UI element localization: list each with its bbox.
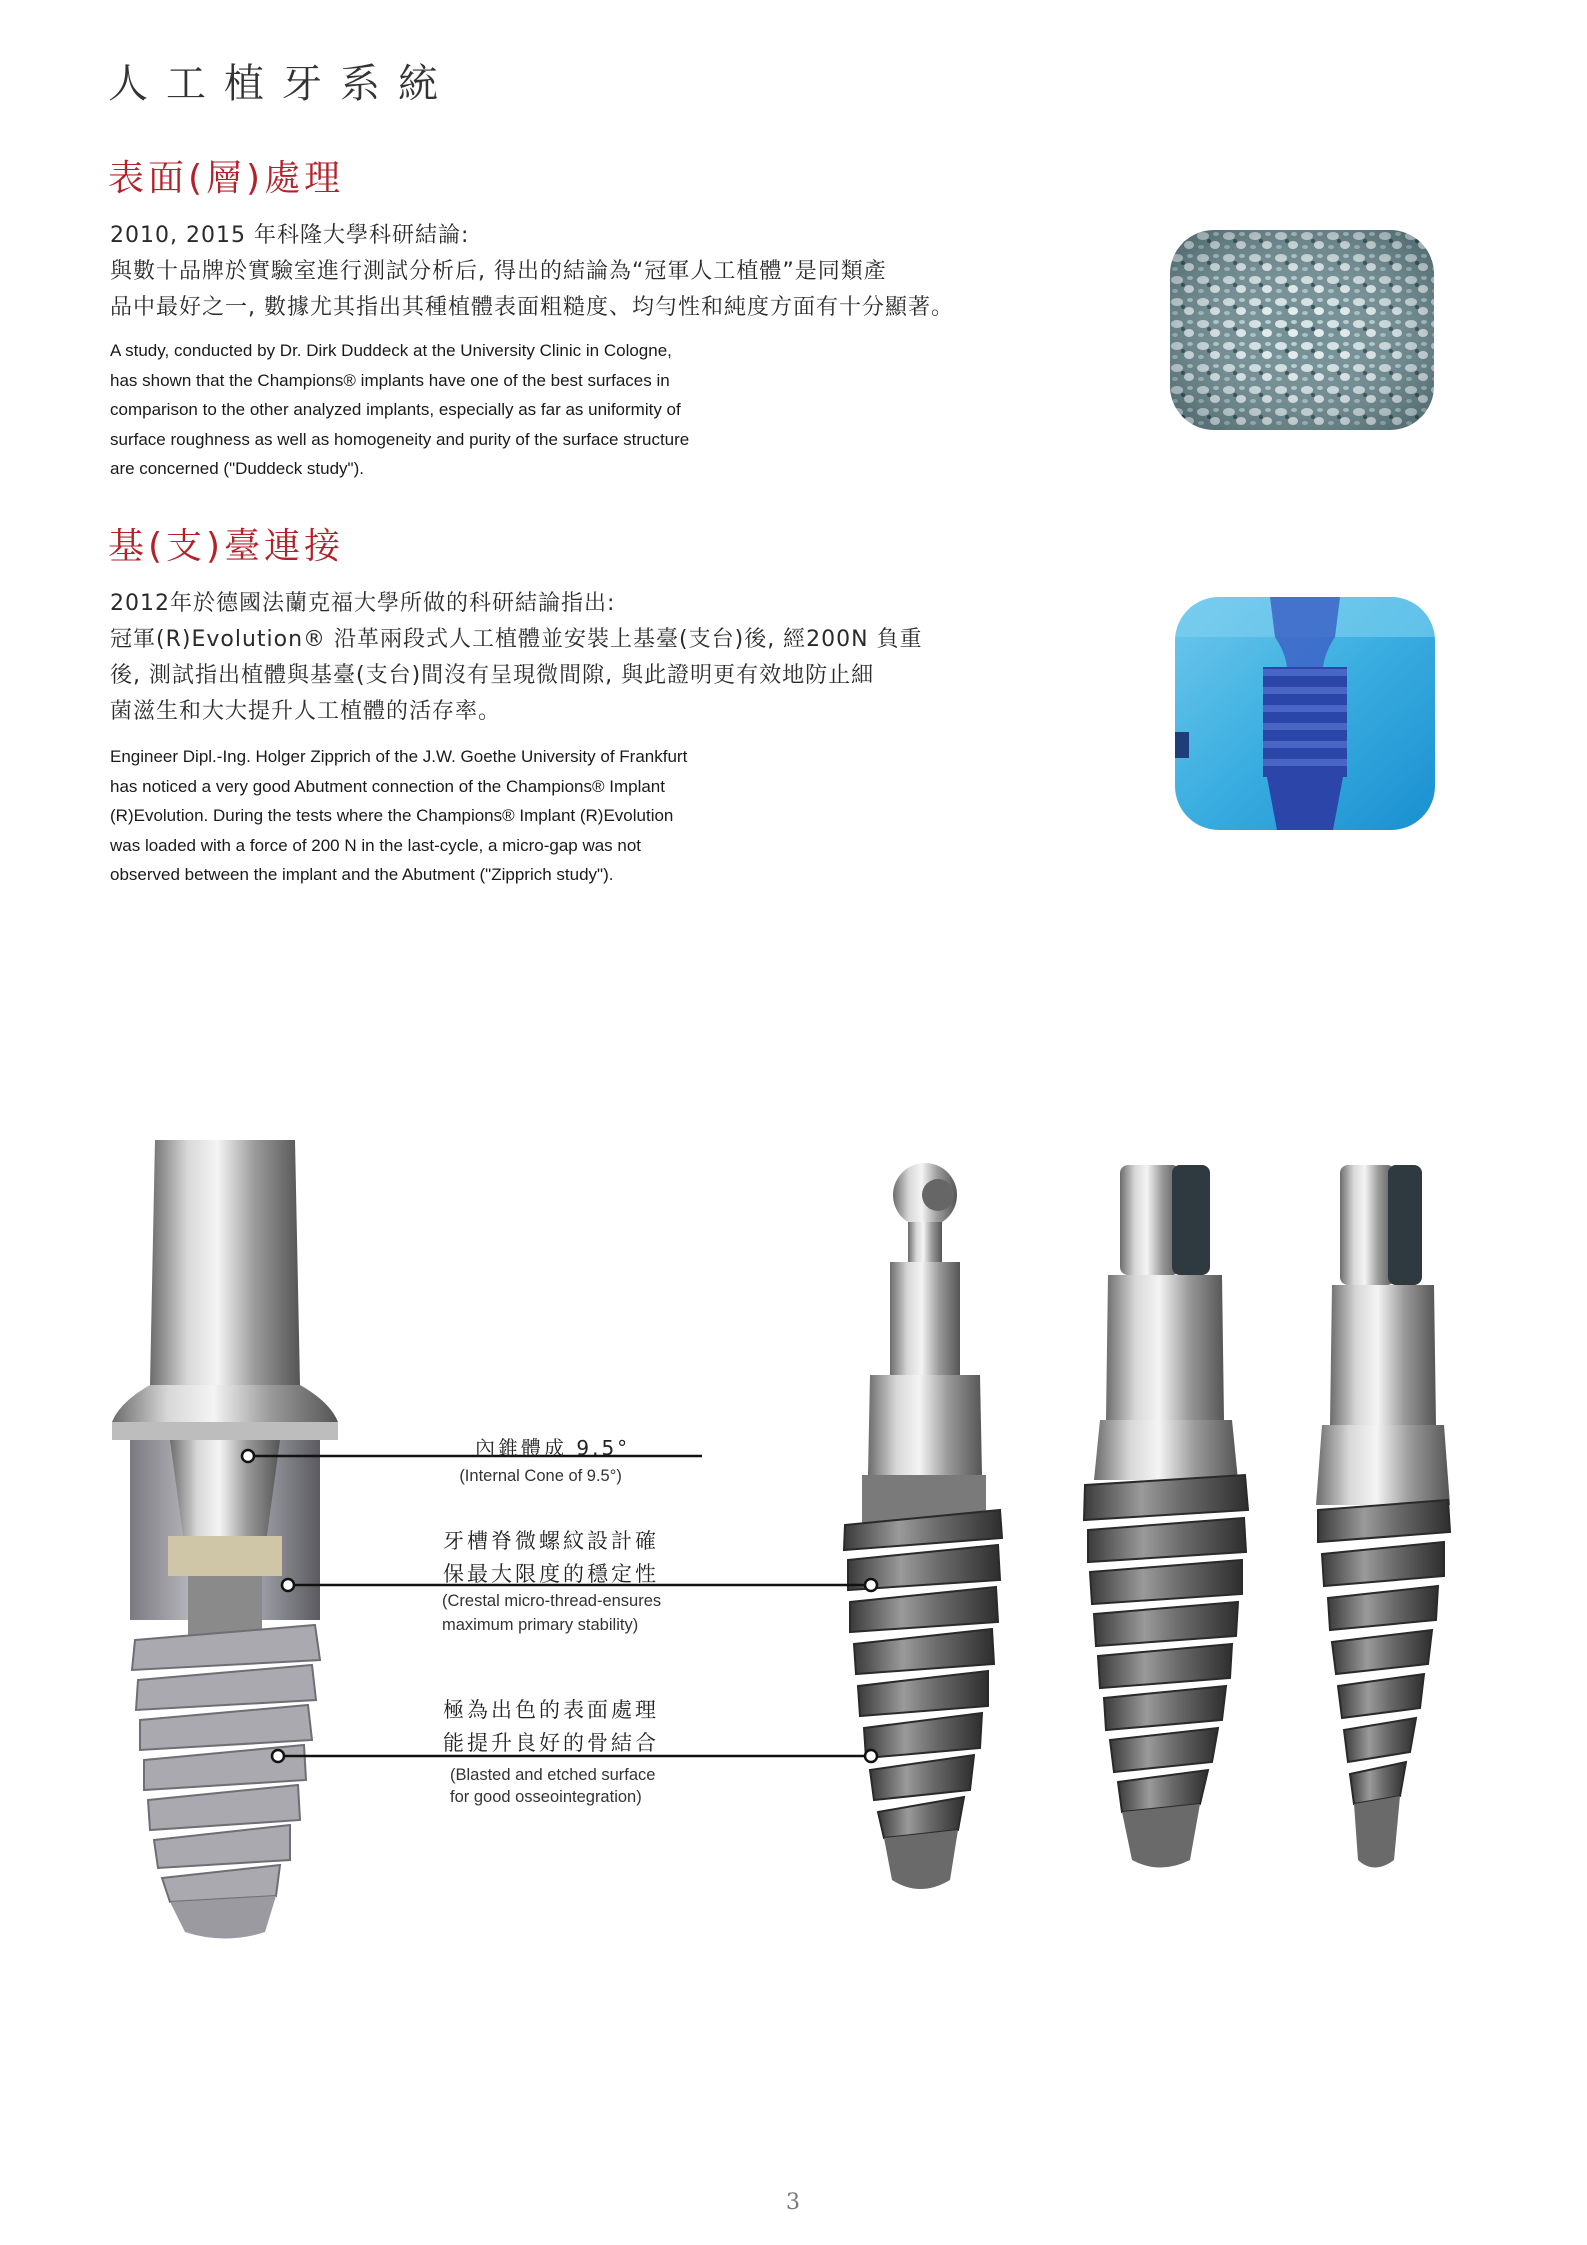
abutment-zh-line: 菌滋生和大大提升人工植體的活存率。 [110,699,502,724]
page-number: 3 [786,2190,800,2215]
surface-en-line: are concerned ("Duddeck study"). [110,459,364,478]
crestal-callout-zh-line: 牙槽脊微螺紋設計確 [443,1529,659,1553]
abutment-section-title: 基(支)臺連接 [108,526,345,567]
surface-leader-dot [272,1750,284,1762]
abutment-en-line: Engineer Dipl.-Ing. Holger Zipprich of the J.W. Goethe University of Frankfurt [110,747,688,766]
surface-zh-line: 2010, 2015 年科隆大學科研結論: [110,223,470,248]
crestal-callout-en-line: maximum primary stability) [442,1616,639,1634]
surface-callout-en-line: (Blasted and etched surface [450,1766,656,1784]
surface-callout-en-line: for good osseointegration) [450,1788,642,1806]
cone-callout-zh: 內錐體成 9.5° [475,1436,631,1460]
surface-zh-text [110,218,1010,326]
surface-en-line: surface roughness as well as homogeneity and purity of the surface structure [110,429,690,449]
surface-section-title: 表面(層)處理 [108,158,345,199]
implant-illustrations [100,1140,1500,1970]
surface-en-line: A study, conducted by Dr. Dirk Duddeck at the University Clinic in Cologne, [110,341,672,360]
surface-callout-zh-line: 極為出色的表面處理 [443,1698,659,1722]
crestal-callout-en-line: (Crestal micro-thread-ensures [442,1592,662,1610]
implant-wide-illustration [1084,1165,1248,1868]
surface-zh-line: 品中最好之一, 數據尤其指出其種植體表面粗糙度、均勻性和純度方面有十分顯著。 [110,295,954,320]
surface-leader-dot-end [865,1750,877,1762]
abutment-en-line: was loaded with a force of 200 N in the last-cycle, a micro-gap was not [110,835,642,855]
cone-leader-dot [242,1450,254,1462]
surface-micrograph-image [1170,230,1434,430]
implant-with-abutment-illustration [112,1140,338,1939]
abutment-zh-line: 後, 測試指出植體與基臺(支台)間沒有呈現微間隙, 與此證明更有效地防止細 [110,663,875,688]
crestal-callout-zh-line: 保最大限度的穩定性 [443,1562,659,1586]
surface-callout-zh-line: 能提升良好的骨結合 [443,1731,659,1755]
abutment-en-line: (R)Evolution. During the tests where the Champions® Implant (R)Evolution [110,806,674,825]
abutment-zh-line: 2012年於德國法蘭克福大學所做的科研結論指出: [110,591,616,616]
crestal-leader-dot [282,1579,294,1591]
abutment-en-text [110,742,830,890]
crestal-callout-en [442,1589,661,1637]
abutment-en-line: has noticed a very good Abutment connection of the Champions® Implant [110,776,665,796]
surface-zh-line: 與數十品牌於實驗室進行測試分析后, 得出的結論為“冠軍人工植體”是同類產 [110,259,887,284]
abutment-en-line: observed between the implant and the Abutment ("Zipprich study"). [110,865,614,884]
implant-driver-mount-illustration [844,1163,1002,1889]
page-title: 人工植牙系統 [108,61,456,107]
surface-en-line: has shown that the Champions® implants have one of the best surfaces in [110,370,670,390]
crestal-leader-dot-end [865,1579,877,1591]
implant-xray-image [1175,597,1435,830]
cone-callout-en: (Internal Cone of 9.5°) [459,1467,622,1485]
abutment-zh-text [110,586,1010,730]
surface-en-text [110,336,830,484]
abutment-zh-line: 冠軍(R)Evolution® 沿革兩段式人工植體並安裝上基臺(支台)後, 經200N 負重 [110,627,923,652]
cone-callout [459,1432,631,1486]
surface-callout [443,1694,659,1757]
crestal-callout [443,1525,659,1588]
implant-narrow-illustration [1316,1165,1450,1868]
surface-en-line: comparison to the other analyzed implants, especially as far as uniformity of [110,400,681,419]
surface-callout-en [450,1764,655,1808]
